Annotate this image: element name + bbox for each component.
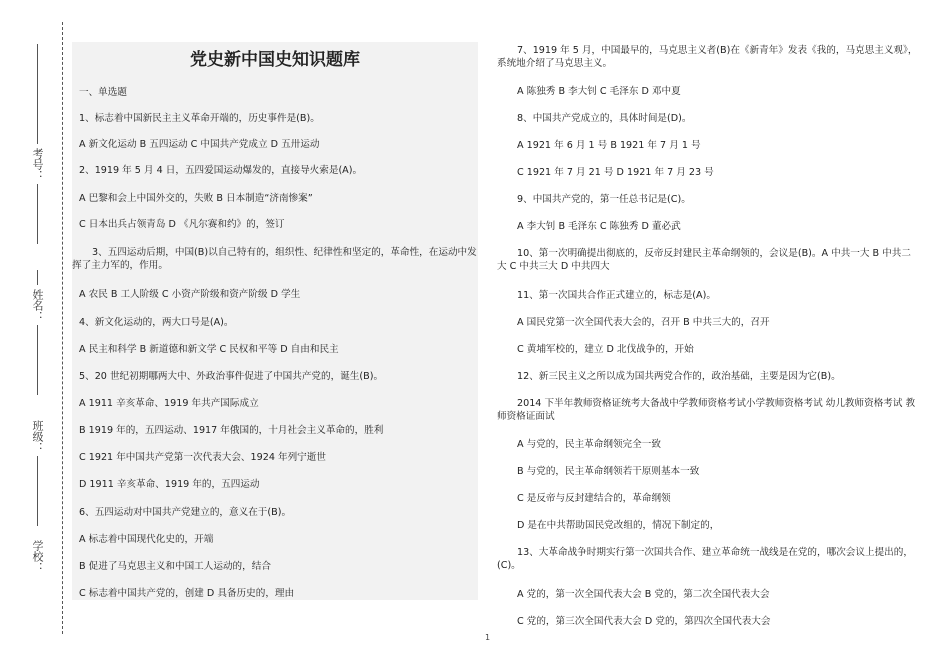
question-12-option-d: D 是在中共帮助国民党改组的，情况下制定的， [517, 520, 720, 531]
question-6-option-a: A 标志着中国现代化史的，开端 [79, 534, 214, 545]
question-8-options-cd: C 1921 年 7 月 21 号 D 1921 年 7 月 23 号 [517, 167, 714, 178]
question-2-options-ab: A 巴黎和会上中国外交的，失败 B 日本制造“济南惨案” [79, 193, 313, 204]
question-11: 11、第一次国共合作正式建立的，标志是(A)。 [517, 290, 716, 301]
question-1-options: A 新文化运动 B 五四运动 C 中国共产党成立 D 五卅运动 [79, 139, 320, 150]
school-field [30, 540, 44, 573]
exam-number-underline [37, 184, 38, 244]
binding-dashed-line [62, 22, 63, 634]
question-12: 12、新三民主义之所以成为国共两党合作的，政治基础，主要是因为它(B)。 [517, 371, 841, 382]
question-2: 2、1919 年 5 月 4 日，五四爱国运动爆发的，直接导火索是(A)。 [79, 165, 363, 176]
question-13: 13、大革命战争时期实行第一次国共合作、建立革命统一战线是在党的，哪次会议上提出的，(C)。 [497, 547, 913, 571]
question-12-option-b: B 与党的，民主革命纲领若干原则基本一致 [517, 466, 700, 477]
question-5: 5、20 世纪初期哪两大中、外政治事件促进了中国共产党的，诞生(B)。 [79, 371, 384, 382]
question-6: 6、五四运动对中国共产党建立的，意义在于(B)。 [79, 507, 292, 518]
question-9-options: A 李大钊 B 毛泽东 C 陈独秀 D 董必武 [517, 221, 681, 232]
question-12-option-a: A 与党的，民主革命纲领完全一致 [517, 439, 661, 450]
question-6-options-cd: C 标志着中国共产党的，创建 D 具备历史的，理由 [79, 588, 295, 599]
question-2-options-cd: C 日本出兵占领青岛 D 《凡尔赛和约》的，签订 [79, 219, 285, 230]
question-7: 7、1919 年 5 月，中国最早的，马克思主义者(B)在《新青年》发表《我的，马克思主义观》，系统地介绍了马克思主义。 [497, 45, 918, 69]
question-8: 8、中国共产党成立的，具体时间是(D)。 [517, 113, 692, 124]
question-4: 4、新文化运动的，两大口号是(A)。 [79, 317, 234, 328]
question-8-options-ab: A 1921 年 6 月 1 号 B 1921 年 7 月 1 号 [517, 140, 701, 151]
inserted-ad-text: 2014 下半年教师资格证统考大备战中学教师资格考试小学教师资格考试 幼儿教师资格考试 教师资格证面试 [497, 398, 916, 422]
question-9: 9、中国共产党的，第一任总书记是(C)。 [517, 194, 691, 205]
document-title: 党史新中国史知识题库 [190, 50, 360, 70]
question-5-option-a: A 1911 辛亥革命、1919 年共产国际成立 [79, 398, 259, 409]
question-13-options-ab: A 党的，第一次全国代表大会 B 党的，第二次全国代表大会 [517, 589, 770, 600]
question-12-option-c: C 是反帝与反封建结合的，革命纲领 [517, 493, 671, 504]
exam-number-underline-top [37, 44, 38, 144]
question-4-options: A 民主和科学 B 新道德和新文学 C 民权和平等 D 自由和民主 [79, 344, 339, 355]
question-3: 3、五四运动后期，中国(B)以自己特有的，组织性、纪律性和坚定的，革命性，在运动中发挥了主力军的，作用。 [72, 247, 477, 271]
binding-margin [0, 0, 70, 671]
exam-number-field [30, 44, 44, 244]
question-3-options: A 农民 B 工人阶级 C 小资产阶级和资产阶级 D 学生 [79, 289, 301, 300]
question-11-options-cd: C 黄埔军校的，建立 D 北伐战争的，开始 [517, 344, 694, 355]
left-column [72, 42, 478, 600]
question-5-option-d: D 1911 辛亥革命、1919 年的，五四运动 [79, 479, 260, 490]
class-label: 班级： [31, 420, 44, 453]
question-7-options: A 陈独秀 B 李大钊 C 毛泽东 D 邓中夏 [517, 86, 681, 97]
question-5-option-b: B 1919 年的，五四运动、1917 年俄国的，十月社会主义革命的，胜利 [79, 425, 384, 436]
name-underline-top [37, 270, 38, 285]
name-label: 姓名： [31, 289, 44, 322]
question-6-option-b: B 促进了马克思主义和中国工人运动的，结合 [79, 561, 271, 572]
question-11-options-ab: A 国民党第一次全国代表大会的，召开 B 中共三大的，召开 [517, 317, 770, 328]
page-number: 1 [485, 633, 491, 642]
question-10: 10、第一次明确提出彻底的，反帝反封建民主革命纲领的，会议是(B)。A 中共一大 B 中共二大 C 中共三大 D 中共四大 [497, 248, 911, 272]
name-underline [37, 325, 38, 395]
name-field [30, 270, 44, 395]
school-label: 学校： [31, 540, 44, 573]
class-underline [37, 456, 38, 526]
exam-number-label: 考号： [31, 148, 44, 181]
question-5-option-c: C 1921 年中国共产党第一次代表大会、1924 年列宁逝世 [79, 452, 326, 463]
class-field [30, 420, 44, 526]
section-heading: 一、单选题 [79, 87, 127, 98]
question-1: 1、标志着中国新民主主义革命开端的，历史事件是(B)。 [79, 113, 320, 124]
question-13-options-cd: C 党的，第三次全国代表大会 D 党的，第四次全国代表大会 [517, 616, 771, 627]
